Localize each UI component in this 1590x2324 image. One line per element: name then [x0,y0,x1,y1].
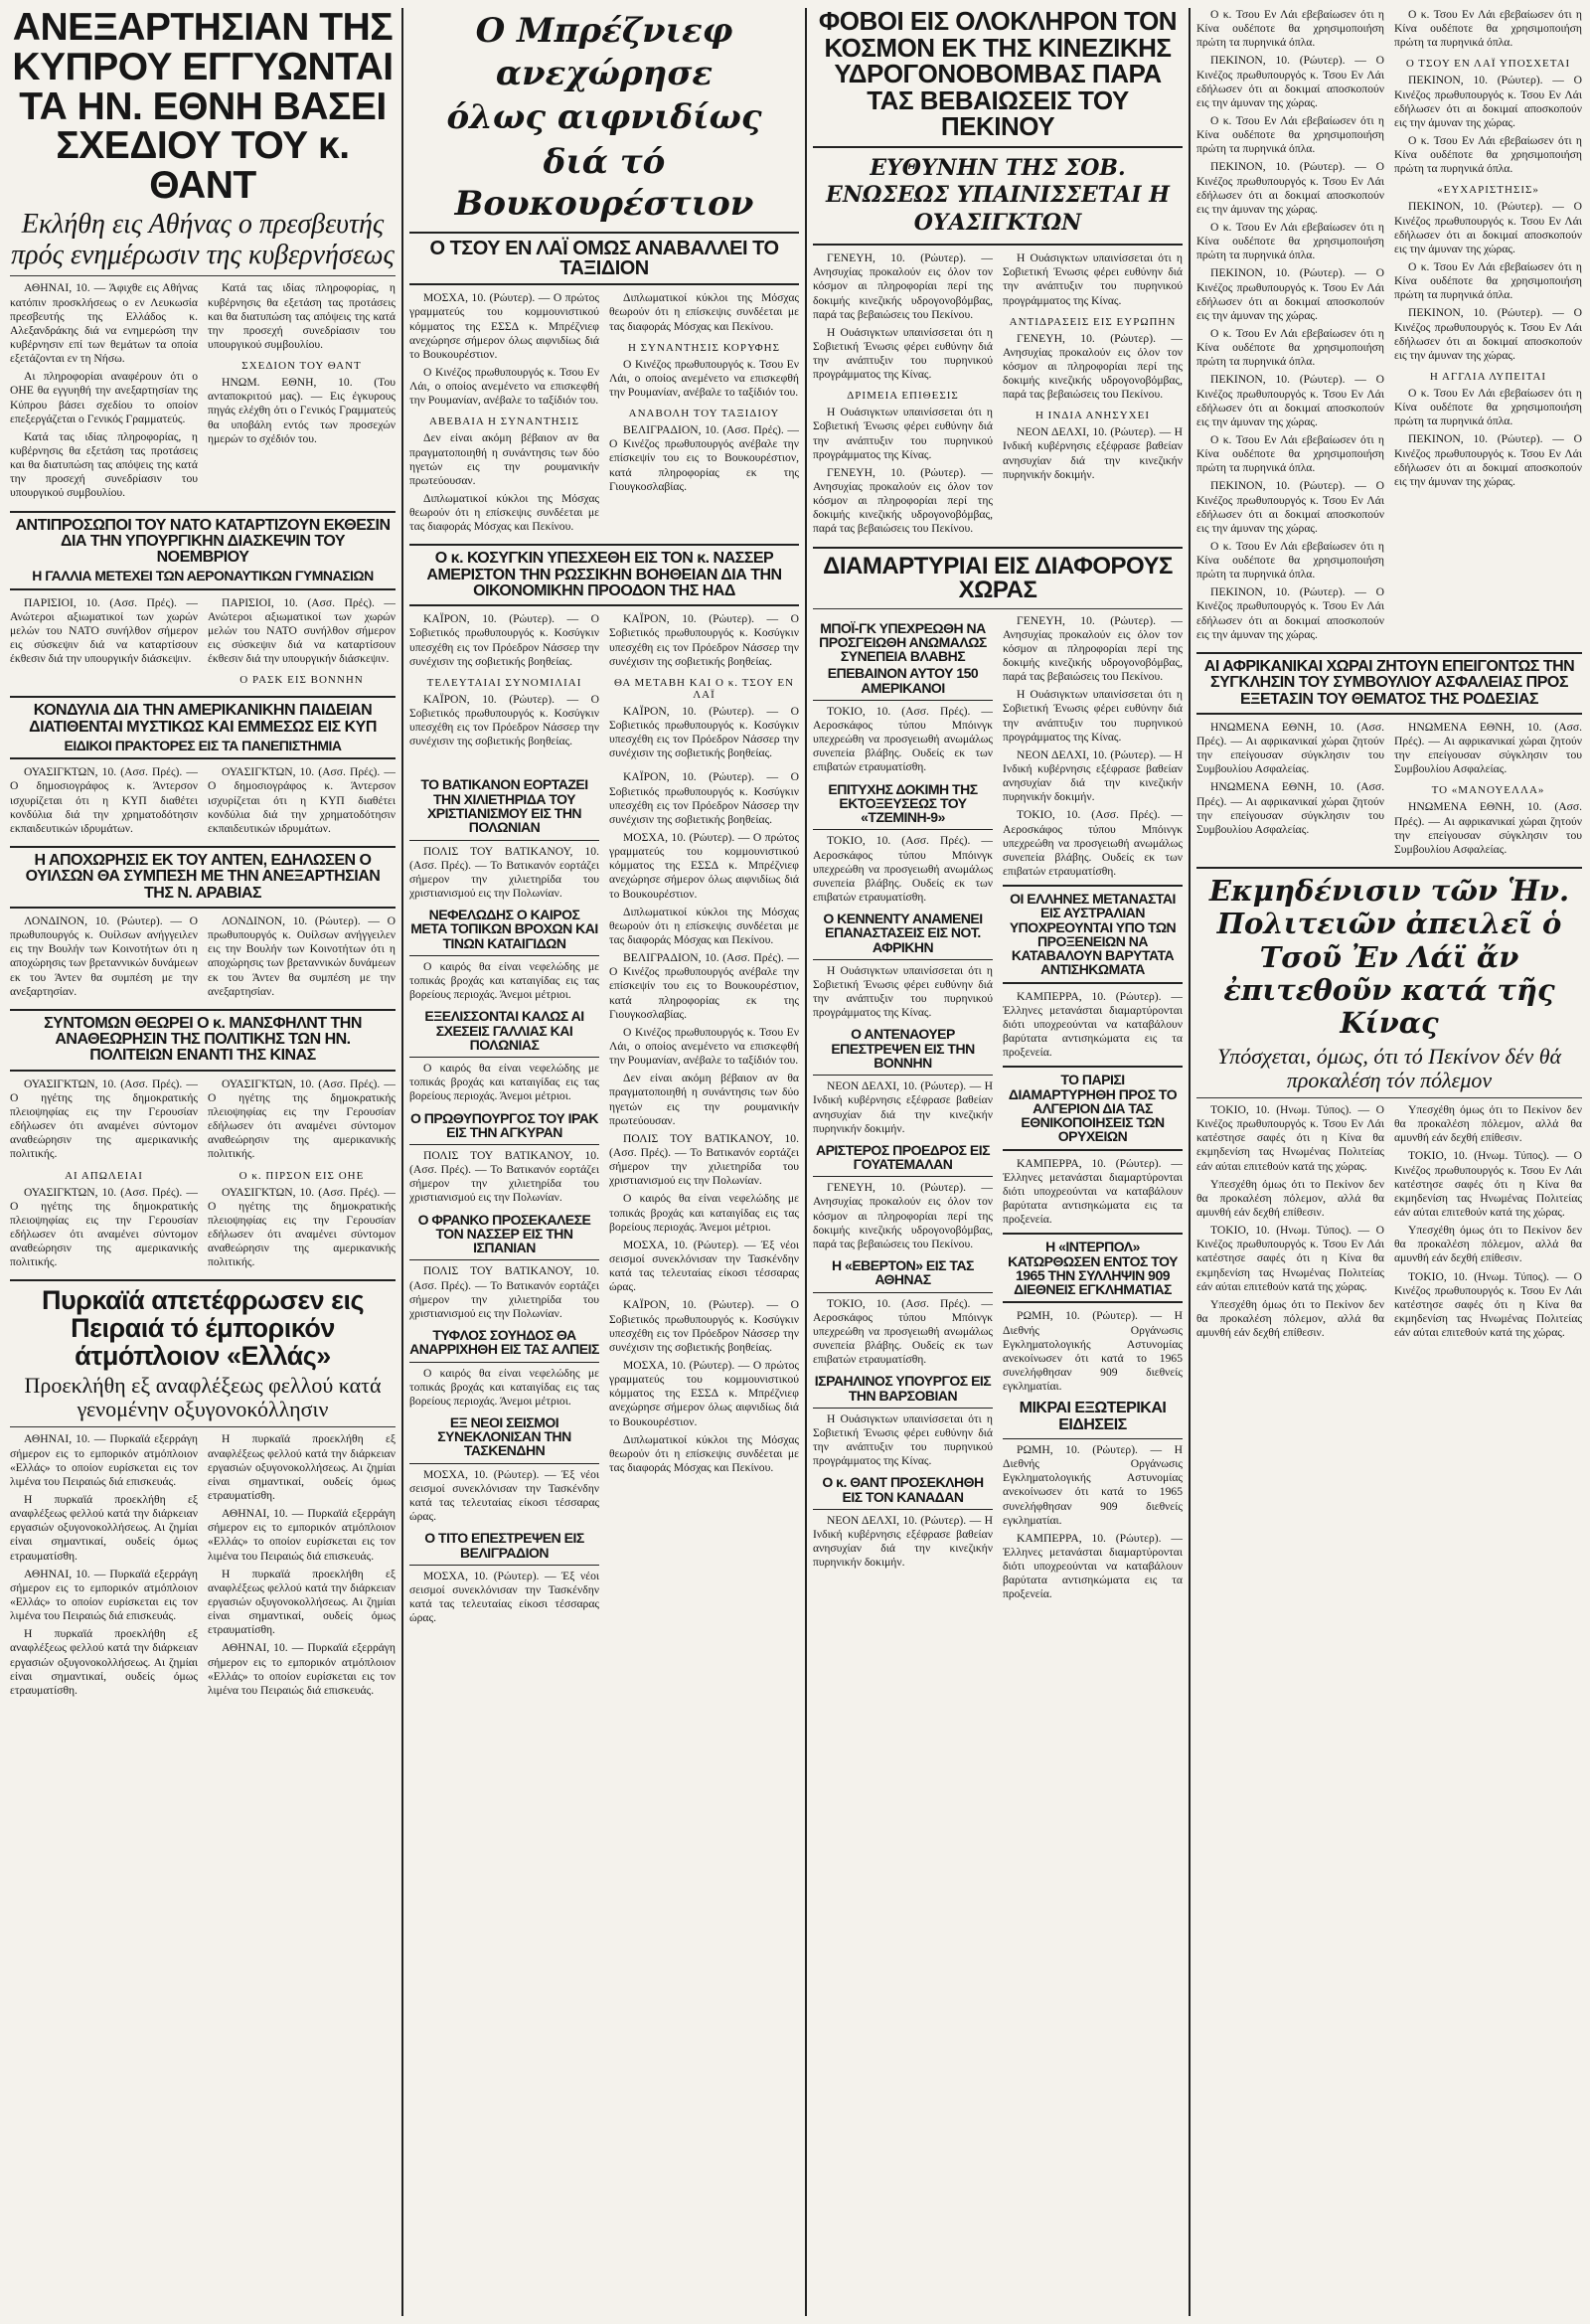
paragraph: Η Ουάσιγκτων υπαινίσσεται ότι η Σοβιετική Ένωσις φέρει ευθύνην διά την ανάπτυξιν του πυρηνικού προγράμματος της Κίνας. [813,406,993,461]
section-title: ΑΙ ΑΠΩΛΕΙΑΙ [65,1169,143,1182]
column-rule [401,8,403,2316]
paragraph: ΑΘΗΝΑΙ, 10. — Πυρκαϊά εξερράγη σήμερον εις το εμπορικόν ατμόπλοιον «Ελλάς» το οποίον ευρίσκεται εις τον λιμένα του Πειραιώς διά επισκευάς. [10,1567,198,1623]
paragraph: ΤΟΚΙΟ, 10. (Ηνωμ. Τύπος). — Ο Κινέζος πρωθυπουργός κ. Τσου Εν Λάι κατέστησε σαφές ότι η Κίνα θα εκμηδενίση τας Ηνωμένας Πολιτείας εάν αύται επιτεθούν κατά της χώρας. [1196,1103,1384,1173]
paragraph: ΡΩΜΗ, 10. (Ρώυτερ). — Η Διεθνής Οργάνωσις Εγκληματολογικής Αστυνομίας ανεκοίνωσεν ότι κατά το 1965 συνελήφθησαν 909 διεθνείς εγκληματίαι. [1003,1442,1183,1527]
paragraph: Η πυρκαϊά προεκλήθη εξ αναφλέξεως φελλού κατά την διάρκειαν εργασιών οξυγονοκολλήσεως. Αι ζημίαι είναι σημαντικαί, ουδείς όμως ετραυματίσθη. [10,1627,198,1697]
paragraph: ΗΝΩΜ. ΕΘΝΗ, 10. (Του ανταποκριτού μας). — Εις έγκυρους πηγάς ελέχθη ότι ο Γενικός Γραμματεύς θα υποβάλη εντός των προσεχών ημερών το σχέδιόν του. [208,376,396,445]
paragraph: Ο κ. Τσου Εν Λάι εβεβαίωσεν ότι η Κίνα ουδέποτε θα χρησιμοποιήση πρώτη τα πυρηνικά όπλα. [1196,113,1384,156]
subheadline-boeing: ΕΠΕΒΑΙΝΟΝ ΑΥΤΟΥ 150 ΑΜΕΡΙΚΑΝΟΙ [827,665,979,696]
paragraph: ΠΕΚΙΝΟΝ, 10. (Ρώυτερ). — Ο Κινέζος πρωθυπουργός κ. Τσου Εν Λάι εδήλωσεν ότι αι δοκιμαί αποσκοπούν εις την άμυναν της χώρας. [1394,74,1582,129]
paragraph: ΗΝΩΜΕΝΑ ΕΘΝΗ, 10. (Ασσ. Πρές). — Αι αφρικανικαί χώραι ζητούν την επείγουσαν σύγκλησιν του Συμβουλίου Ασφαλείας. [1394,800,1582,856]
section-title: ΑΝΤΙΔΡΑΣΕΙΣ ΕΙΣ ΕΥΡΩΠΗΝ [1009,315,1177,328]
paragraph: ΠΟΛΙΣ ΤΟΥ ΒΑΤΙΚΑΝΟΥ, 10. (Ασσ. Πρές). — Το Βατικανόν εορτάζει σήμερον την χιλιετηρίδα του χριστιανισμού εις την Πολωνίαν. [409,1149,599,1205]
headline-boeing: ΜΠΟΪ-ΓΚ ΥΠΕΧΡΕΩΘΗ ΝΑ ΠΡΟΣΓΕΙΩΘΗ ΑΝΩΜΑΛΩΣ ΣΥΝΕΠΕΙΑ ΒΛΑΒΗΣ [819,619,987,665]
headline-guatemala: ΑΡΙΣΤΕΡΟΣ ΠΡΟΕΔΡΟΣ ΕΙΣ ΓΟΥΑΤΕΜΑΛΑΝ [815,1141,991,1173]
article-cyprus [10,281,396,504]
paragraph: ΚΑΪΡΟΝ, 10. (Ρώυτερ). — Ο Σοβιετικός πρωθυπουργός κ. Κοσύγκιν υπεσχέθη εις τον Πρόεδρον Νάσσερ την συνέχισιν της σοβιετικής βοηθείας. [609,1298,799,1354]
brief [409,1325,599,1363]
paragraph: ΗΝΩΜΕΝΑ ΕΘΝΗ, 10. (Ασσ. Πρές). — Αι αφρικανικαί χώραι ζητούν την επείγουσαν σύγκλησιν του Συμβουλίου Ασφαλείας. [1196,780,1384,836]
brief [1003,885,1183,984]
paragraph: Η πυρκαϊά προεκλήθη εξ αναφλέξεως φελλού κατά την διάρκειαν εργασιών οξυγονοκολλήσεως. Αι ζημίαι είναι σημαντικαί, ουδείς όμως ετραυματίσθη. [208,1432,396,1502]
subheadline-cia: ΕΙΔΙΚΟΙ ΠΡΑΚΤΟΡΕΣ ΕΙΣ ΤΑ ΠΑΝΕΠΙΣΤΗΜΙΑ [64,738,342,754]
subheadline-box [409,232,799,286]
paragraph: ΜΟΣΧΑ, 10. (Ρώυτερ). — Έξ νέοι σεισμοί συνεκλόνισαν την Τασκένδην κατά τας τελευταίας είκοσι τέσσαρας ώρας. [609,1238,799,1294]
paragraph: ΚΑΪΡΟΝ, 10. (Ρώυτερ). — Ο Σοβιετικός πρωθυπουργός κ. Κοσύγκιν υπεσχέθη εις τον Πρόεδρον Νάσσερ την συνέχισιν της σοβιετικής βοηθείας. [409,692,599,748]
paragraph: ΒΕΛΙΓΡΑΔΙΟΝ, 10. (Ασσ. Πρές). — Ο Κινέζος πρωθυπουργός ανέβαλε την επίσκεψίν του εις το Βουκουρέστιον, κατά πληροφορίας εκ της Γιουγκοσλαβίας. [609,423,799,493]
article-body [10,914,396,1003]
paragraph: ΑΘΗΝΑΙ, 10. — Πυρκαϊά εξερράγη σήμερον εις το εμπορικόν ατμόπλοιον «Ελλάς» το οποίον ευρίσκεται εις τον λιμένα του Πειραιώς διά επισκευάς. [208,1507,396,1563]
paragraph: Ο καιρός θα είναι νεφελώδης με τοπικάς βροχάς και καταιγίδας εις τας βορείους περιοχάς. Άνεμοι μέτριοι. [409,1062,599,1103]
headline-iraq: Ο ΠΡΩΘΥΠΟΥΡΓΟΣ ΤΟΥ ΙΡΑΚ ΕΙΣ ΤΗΝ ΑΓΚΥΡΑΝ [409,1109,599,1140]
divider [10,1279,396,1281]
paragraph: ΠΕΚΙΝΟΝ, 10. (Ρώυτερ). — Ο Κινέζος πρωθυπουργός κ. Τσου Εν Λάι εδήλωσεν ότι αι δοκιμαί αποσκοπούν εις την άμυναν της χώρας. [1196,266,1384,322]
subheadline-hbomb: ΕΥΘΥΝΗΝ ΤΗΣ ΣΟΒ. ΕΝΩΣΕΩΣ ΥΠΑΙΝΙΣΣΕΤΑΙ Η ΟΥΑΣΙΓΚΤΩΝ [826,154,1170,236]
divider [10,275,396,276]
paragraph: Ο κ. Τσου Εν Λάι εβεβαίωσεν ότι η Κίνα ουδέποτε θα χρησιμοποιήση πρώτη τα πυρηνικά όπλα. [1196,8,1384,50]
paragraph: ΑΘΗΝΑΙ, 10. — Πυρκαϊά εξερράγη σήμερον εις το εμπορικόν ατμόπλοιον «Ελλάς» το οποίον ευρίσκεται εις τον λιμένα του Πειραιώς διά επισκευάς. [208,1641,396,1697]
paragraph: ΝΕΟΝ ΔΕΛΧΙ, 10. (Ρώυτερ). — Η Ινδική κυβέρνησις εξέφρασε βαθείαν ανησυχίαν διά την κινεζικήν πυρηνικήν δοκιμήν. [813,1513,993,1570]
paragraph: Ο κ. Τσου Εν Λάι εβεβαίωσεν ότι η Κίνα ουδέποτε θα χρησιμοποιήση πρώτη τα πυρηνικά όπλα. [1196,220,1384,262]
paragraph: ΛΟΝΔΙΝΟΝ, 10. (Ρώυτερ). — Ο πρωθυπουργός κ. Ουίλσων ανήγγειλεν εις την Βουλήν των Κοινοτήτων ότι η αποχώρησις των βρεταννικών δυνάμεων εκ του Άντεν θα συμπέση με την ανεξαρτησίαν. [10,913,198,998]
article-body [409,612,799,764]
paragraph: ΚΑΜΠΕΡΡΑ, 10. (Ρώυτερ). — Έλληνες μετανάσται διαμαρτύρονται διότι υποχρεούνται να καταβάλουν βαρύτατα αντισηκώματα εις τα προξενεία. [1003,989,1183,1060]
headline-fire: Πυρκαϊά απετέφρωσεν εις Πειραιά τό έμπορικόν άτμόπλοιον «Ελλάς» [41,1285,365,1371]
headline-kosygin: Ο κ. ΚΟΣΥΓΚΙΝ ΥΠΕΣΧΕΘΗ ΕΙΣ ΤΟΝ κ. ΝΑΣΣΕΡ ΑΜΕΡΙΣΤΟΝ ΤΗΝ ΡΩΣΣΙΚΗΝ ΒΟΗΘΕΙΑΝ ΔΙΑ ΤΗΝ ΟΙΚΟΝΟΜΙΚΗΝ ΠΡΟΟΔΟΝ ΤΗΣ ΗΑΔ [426,550,782,600]
brief [813,1140,993,1178]
headline-swede: ΤΥΦΛΟΣ ΣΟΥΗΔΟΣ ΘΑ ΑΝΑΡΡΙΧΗΘΗ ΕΙΣ ΤΑΣ ΑΛΠΕΙΣ [409,1326,599,1358]
section-title: Ο ΤΣΟΥ ΕΝ ΛΑΪ ΥΠΟΣΧΕΤΑΙ [1405,58,1571,71]
headline-france-poland: ΕΞΕΛΙΣΣΟΝΤΑΙ ΚΑΛΩΣ ΑΙ ΣΧΕΣΕΙΣ ΓΑΛΛΙΑΣ ΚΑΙ ΠΟΛΩΝΙΑΣ [424,1008,584,1053]
headline-cyprus: ΑΝΕΞΑΡΤΗΣΙΑΝ ΤΗΣ ΚΥΠΡΟΥ ΕΓΓΥΩΝΤΑΙ ΤΑ ΗΝ. ΕΘΝΗ ΒΑΣΕΙ ΣΧΕΔΙΟΥ ΤΟΥ κ. ΘΑΝΤ [12,8,394,208]
headline-gemini: ΕΠΙΤΥΧΗΣ ΔΟΚΙΜΗ ΤΗΣ ΕΚΤΟΞΕΥΣΕΩΣ ΤΟΥ «ΤΖΕΜΙΝΗ-9» [828,780,978,826]
paragraph: Διπλωματικοί κύκλοι της Μόσχας θεωρούν ότι η επίσκεψις συνδέεται με τας διαφοράς Μόσχας και Πεκίνου. [609,905,799,946]
headline-zhou-threat: Εκμηδένισιν τῶν Ἡν. Πολιτειῶν ἀπειλεῖ ὁ Τσοῦ Ἐν Λάϊ ἄν ἐπιτεθοῦν κατά τῆς Κίνας [1208,873,1570,1041]
paragraph: ΟΥΑΣΙΓΚΤΩΝ, 10. (Ασσ. Πρές). — Ο ηγέτης της δημοκρατικής πλειοψηφίας εις την Γερουσίαν εδήλωσεν ότι αναμένει σύντομον αναθεώρησιν της αμερικανικής πολιτικής. [208,1077,396,1161]
article-body [10,1432,396,1702]
headline-brezhnev-a: Ο Μπρέζνιεφ ανεχώρησε [475,11,733,93]
paragraph: Η Ουάσιγκτων υπαινίσσεται ότι η Σοβιετική Ένωσις φέρει ευθύνην διά την ανάπτυξιν του πυρηνικού προγράμματος της Κίνας. [813,963,993,1020]
article-body [10,765,396,840]
paragraph: ΝΕΟΝ ΔΕΛΧΙ, 10. (Ρώυτερ). — Η Ινδική κυβέρνησις εξέφρασε βαθείαν ανησυχίαν διά την κινεζικήν πυρηνικήν δοκιμήν. [813,1079,993,1135]
headline-weather: ΝΕΦΕΛΩΔΗΣ Ο ΚΑΙΡΟΣ ΜΕΤΑ ΤΟΠΙΚΩΝ ΒΡΟΧΩΝ ΚΑΙ ΤΙΝΩΝ ΚΑΤΑΙΓΙΔΩΝ [410,907,598,951]
section-title: ΑΒΕΒΑΙΑ Η ΣΥΝΑΝΤΗΣΙΣ [428,415,580,428]
brief [813,618,993,701]
brief [409,1528,599,1566]
paragraph: ΚΑΪΡΟΝ, 10. (Ρώυτερ). — Ο Σοβιετικός πρωθυπουργός κ. Κοσύγκιν υπεσχέθη εις τον Πρόεδρον Νάσσερ την συνέχισιν της σοβιετικής βοηθείας. [409,612,599,668]
paragraph: ΟΥΑΣΙΓΚΤΩΝ, 10. (Ασσ. Πρές). — Ο ηγέτης της δημοκρατικής πλειοψηφίας εις την Γερουσίαν εδήλωσεν ότι αναμένει σύντομον αναθεώρησιν της αμερικανικής πολιτικής. [208,1185,396,1269]
section-title: Η ΑΓΓΛΙΑ ΛΥΠΕΙΤΑΙ [1429,370,1547,383]
paragraph: ΛΟΝΔΙΝΟΝ, 10. (Ρώυτερ). — Ο πρωθυπουργός κ. Ουίλσων ανήγγειλεν εις την Βουλήν των Κοινοτήτων ότι η αποχώρησις των βρεταννικών δυνάμεων εκ του Άντεν θα συμπέση με την ανεξαρτησίαν. [208,913,396,998]
brief [409,905,599,956]
column-rule [805,8,807,2316]
brief [813,1024,993,1076]
paragraph: Διπλωματικοί κύκλοι της Μόσχας θεωρούν ότι η επίσκεψις συνδέεται με τας διαφοράς Μόσχας και Πεκίνου. [409,491,599,534]
headline-tashkent: ΕΞ ΝΕΟΙ ΣΕΙΣΜΟΙ ΣΥΝΕΚΛΟΝΙΣΑΝ ΤΗΝ ΤΑΣΚΕΝΔΗΝ [437,1413,571,1459]
paragraph: Ο καιρός θα είναι νεφελώδης με τοπικάς βροχάς και καταιγίδας εις τας βορείους περιοχάς. Άνεμοι μέτριοι. [609,1192,799,1234]
paragraph: Η Ουάσιγκτων υπαινίσσεται ότι η Σοβιετική Ένωσις φέρει ευθύνην διά την ανάπτυξιν του πυρηνικού προγράμματος της Κίνας. [1003,251,1183,307]
paragraph: ΓΕΝΕΥΗ, 10. (Ρώυτερ). — Ανησυχίας προκαλούν εις όλον τον κόσμον αι πληροφορίαι περί της δοκιμής κινεζικής υδρογονοβόμβας, παρά τας βεβαιώσεις του Πεκίνου. [1003,331,1183,402]
paragraph: ΠΟΛΙΣ ΤΟΥ ΒΑΤΙΚΑΝΟΥ, 10. (Ασσ. Πρές). — Το Βατικανόν εορτάζει σήμερον την χιλιετηρίδα του χριστιανισμού εις την Πολωνίαν. [409,844,599,900]
brief [409,774,599,840]
section-title: ΤΟ «ΜΑΝΟΥΕΛΛΑ» [1431,784,1545,797]
paragraph: Υπεσχέθη όμως ότι το Πεκίνον δεν θα προκαλέση πόλεμον, αλλά θα αμυνθή εάν δεχθή επίθεσιν. [1394,1224,1582,1265]
paragraph: ΠΕΚΙΝΟΝ, 10. (Ρώυτερ). — Ο Κινέζος πρωθυπουργός κ. Τσου Εν Λάι εδήλωσεν ότι αι δοκιμαί αποσκοπούν εις την άμυναν της χώρας. [1196,54,1384,109]
paragraph: Αι πληροφορίαι αναφέρουν ότι ο ΟΗΕ θα εγγυηθή την ανεξαρτησίαν της Κύπρου βάσει σχεδίου το οποίον επεξεργάζεται ο Γενικός Γραμματεύς. [10,370,198,425]
paragraph: Δεν είναι ακόμη βέβαιον αν θα πραγματοποιηθή η συνάντησις των δύο ηγετών εις την ρουμανικήν πρωτεύουσαν. [609,1072,799,1127]
headline-interpol: Η «ΙΝΤΕΡΠΟΛ» ΚΑΤΩΡΘΩΣΕΝ ΕΝΤΟΣ ΤΟΥ 1965 ΤΗΝ ΣΥΛΛΗΨΙΝ 909 ΔΙΕΘΝΕΙΣ ΕΓΚΛΗΜΑΤΙΑΣ [1008,1239,1178,1298]
headline-cia: ΚΟΝΔΥΛΙΑ ΔΙΑ ΤΗΝ ΑΜΕΡΙΚΑΝΙΚΗΝ ΠΑΙΔΕΙΑΝ ΔΙΑΤΙΘΕΝΤΑΙ ΜΥΣΤΙΚΩΣ ΚΑΙ ΕΜΜΕΣΩΣ ΕΙΣ ΚΥΠ [29,702,377,736]
paragraph: Δεν είναι ακόμη βέβαιον αν θα πραγματοποιηθή η συνάντησις των δύο ηγετών εις την ρουμανικήν πρωτεύουσαν. [409,431,599,487]
paragraph: Ο Κινέζος πρωθυπουργός κ. Τσου Εν Λάι, ο οποίος ανεμένετο να επισκεφθή την Ρουμανίαν, ανέβαλε το ταξίδιόν του. [609,1025,799,1068]
paragraph: Διπλωματικοί κύκλοι της Μόσχας θεωρούν ότι η επίσκεψις συνδέεται με τας διαφοράς Μόσχας και Πεκίνου. [609,1432,799,1474]
article-body [1196,721,1582,861]
paragraph: Ο κ. Τσου Εν Λάι εβεβαίωσεν ότι η Κίνα ουδέποτε θα χρησιμοποιήση πρώτη τα πυρηνικά όπλα. [1394,386,1582,428]
headline-vatican: ΤΟ ΒΑΤΙΚΑΝΟΝ ΕΟΡΤΑΖΕΙ ΤΗΝ ΧΙΛΙΕΤΗΡΙΔΑ ΤΟΥ ΧΡΙΣΤΙΑΝΙΣΜΟΥ ΕΙΣ ΤΗΝ ΠΟΛΩΝΙΑΝ [420,776,588,836]
paragraph: ΠΕΚΙΝΟΝ, 10. (Ρώυτερ). — Ο Κινέζος πρωθυπουργός κ. Τσου Εν Λάι εδήλωσεν ότι αι δοκιμαί αποσκοπούν εις την άμυναν της χώρας. [1394,432,1582,488]
section-title: ΤΕΛΕΥΤΑΙΑΙ ΣΥΝΟΜΙΛΙΑΙ [426,676,582,689]
paragraph: ΚΑΪΡΟΝ, 10. (Ρώυτερ). — Ο Σοβιετικός πρωθυπουργός κ. Κοσύγκιν υπεσχέθη εις τον Πρόεδρον Νάσσερ την συνέχισιν της σοβιετικής βοηθείας. [609,770,799,826]
paragraph: ΑΘΗΝΑΙ, 10. — Άφιχθε εις Αθήνας κατόπιν προσκλήσεως ο εν Λευκωσία πρεσβευτής της Ελλάδος κ. Αλεξανδράκης διά να ενημερώση την κυβέρνησιν επί των θεμάτων τα οποία εξετάζονται εν τη Νήσω. [10,281,198,366]
headline-protests: ΔΙΑΜΑΡΤΥΡΙΑΙ ΕΙΣ ΔΙΑΦΟΡΟΥΣ ΧΩΡΑΣ [823,552,1173,604]
paragraph: ΤΟΚΙΟ, 10. (Ασσ. Πρές). — Αεροσκάφος τύπου Μπόινγκ υπεχρεώθη να προσγειωθή ανωμάλως συνεπεία βλάβης. Ουδείς εκ των επιβατών ετραυματίσθη. [813,834,993,904]
paragraph: ΚΑΪΡΟΝ, 10. (Ρώυτερ). — Ο Σοβιετικός πρωθυπουργός κ. Κοσύγκιν υπεσχέθη εις τον Πρόεδρον Νάσσερ την συνέχισιν της σοβιετικής βοηθείας. [609,612,799,668]
paragraph: ΚΑΜΠΕΡΡΑ, 10. (Ρώυτερ). — Έλληνες μετανάσται διαμαρτύρονται διότι υποχρεούνται να καταβάλουν βαρύτατα αντισηκώματα εις τα προξενεία. [1003,1531,1183,1601]
paragraph: ΤΟΚΙΟ, 10. (Ασσ. Πρές). — Αεροσκάφος τύπου Μπόινγκ υπεχρεώθη να προσγειωθή ανωμάλως συνεπεία βλάβης. Ουδείς εκ των επιβατών ετραυματίσθη. [1003,808,1183,878]
paragraph: ΓΕΝΕΥΗ, 10. (Ρώυτερ). — Ανησυχίας προκαλούν εις όλον τον κόσμον αι πληροφορίαι περί της δοκιμής κινεζικής υδρογονοβόμβας, παρά τας βεβαιώσεις του Πεκίνου. [813,465,993,536]
subheadline-box [813,146,1183,247]
headline-small-news: ΜΙΚΡΑΙ ΕΞΩΤΕΡΙΚΑΙ ΕΙΔΗΣΕΙΣ [1019,1400,1167,1433]
paragraph: Ο Κινέζος πρωθυπουργός κ. Τσου Εν Λάι, ο οποίος ανεμένετο να επισκεφθή την Ρουμανίαν, ανέβαλε το ταξίδιόν του. [609,357,799,399]
article-body [10,596,396,691]
paragraph: Ο κ. Τσου Εν Λάι εβεβαίωσεν ότι η Κίνα ουδέποτε θα χρησιμοποιήση πρώτη τα πυρηνικά όπλα. [1196,539,1384,581]
paragraph: ΠΕΚΙΝΟΝ, 10. (Ρώυτερ). — Ο Κινέζος πρωθυπουργός κ. Τσου Εν Λάι εδήλωσεν ότι αι δοκιμαί αποσκοπούν εις την άμυναν της χώρας. [1196,373,1384,428]
divider [10,1426,396,1427]
paragraph: ΠΕΚΙΝΟΝ, 10. (Ρώυτερ). — Ο Κινέζος πρωθυπουργός κ. Τσου Εν Λάι εδήλωσεν ότι αι δοκιμαί αποσκοπούν εις την άμυναν της χώρας. [1196,585,1384,641]
paragraph: ΚΑΪΡΟΝ, 10. (Ρώυτερ). — Ο Σοβιετικός πρωθυπουργός κ. Κοσύγκιν υπεσχέθη εις τον Πρόεδρον Νάσσερ την συνέχισιν της σοβιετικής βοηθείας. [609,704,799,760]
paragraph: ΤΟΚΙΟ, 10. (Ηνωμ. Τύπος). — Ο Κινέζος πρωθυπουργός κ. Τσου Εν Λάι κατέστησε σαφές ότι η Κίνα θα εκμηδενίση τας Ηνωμένας Πολιτείας εάν αύται επιτεθούν κατά της χώρας. [1394,1149,1582,1220]
column-2 [409,8,799,2316]
subheadline-zhou: Υπόσχεται, όμως, ότι τό Πεκίνον δέν θά προκαλέση τόν πόλεμον [1216,1043,1562,1092]
paragraph: ΤΟΚΙΟ, 10. (Ασσ. Πρές). — Αεροσκάφος τύπου Μπόινγκ υπεχρεώθη να προσγειωθή ανωμάλως συνεπεία βλάβης. Ουδείς εκ των επιβατών ετραυματίσθη. [813,704,993,774]
headline-algeria: ΤΟ ΠΑΡΙΣΙ ΔΙΑΜΑΡΤΥΡΗΘΗ ΠΡΟΣ ΤΟ ΑΛΓΕΡΙΟΝ ΔΙΑ ΤΑΣ ΕΘΝΙΚΟΠΟΙΗΣΕΙΣ ΤΩΝ ΟΡΥΧΕΙΩΝ [1008,1072,1178,1145]
paragraph: Υπεσχέθη όμως ότι το Πεκίνον δεν θα προκαλέση πόλεμον, αλλά θα αμυνθή εάν δεχθή επίθεσιν. [1196,1177,1384,1220]
headline-hbomb: ΦΟΒΟΙ ΕΙΣ ΟΛΟΚΛΗΡΟΝ ΤΟΝ ΚΟΣΜΟΝ ΕΚ ΤΗΣ ΚΙΝΕΖΙΚΗΣ ΥΔΡΟΓΟΝΟΒΟΜΒΑΣ ΠΑΡΑ ΤΑΣ ΒΕΒΑΙΩΣΕΙΣ ΤΟΥ ΠΕΚΙΝΟΥ [818,8,1178,142]
article-mansfield [10,1009,396,1072]
paragraph: ΗΝΩΜΕΝΑ ΕΘΝΗ, 10. (Ασσ. Πρές). — Αι αφρικανικαί χώραι ζητούν την επείγουσαν σύγκλησιν του Συμβουλίου Ασφαλείας. [1196,720,1384,776]
article-body [10,1078,396,1274]
article-kosygin [409,544,799,606]
paragraph: Η Ουάσιγκτων υπαινίσσεται ότι η Σοβιετική Ένωσις φέρει ευθύνην διά την ανάπτυξιν του πυρηνικού προγράμματος της Κίνας. [813,1411,993,1468]
paragraph: Ο κ. Τσου Εν Λάι εβεβαίωσεν ότι η Κίνα ουδέποτε θα χρησιμοποιήση πρώτη τα πυρηνικά όπλα. [1196,326,1384,369]
paragraph: Ο καιρός θα είναι νεφελώδης με τοπικάς βροχάς και καταιγίδας εις τας βορείους περιοχάς. Άνεμοι μέτριοι. [409,959,599,1002]
column-1 [10,8,396,2316]
headline-thant-canada: Ο κ. ΘΑΝΤ ΠΡΟΣΕΚΛΗΘΗ ΕΙΣ ΤΟΝ ΚΑΝΑΔΑΝ [822,1474,984,1505]
paragraph: ΗΝΩΜΕΝΑ ΕΘΝΗ, 10. (Ασσ. Πρές). — Αι αφρικανικαί χώραι ζητούν την επείγουσαν σύγκλησιν του Συμβουλίου Ασφαλείας. [1394,720,1582,776]
article-rhodesia [1196,652,1582,715]
headline-adenauer: Ο ΑΝΤΕΝΑΟΥΕΡ ΕΠΕΣΤΡΕΨΕΝ ΕΙΣ ΤΗΝ ΒΟΝΝΗΝ [831,1026,975,1071]
section-title: «ΕΥΧΑΡΙΣΤΗΣΙΣ» [1437,184,1539,197]
headline-brezhnev-b: όλως αιφνιδίως [446,97,762,137]
subheadline-brezhnev: Ο ΤΣΟΥ ΕΝ ΛΑΪ ΟΜΩΣ ΑΝΑΒΑΛΛΕΙ ΤΟ ΤΑΞΙΔΙΟΝ [429,237,779,279]
paragraph: ΓΕΝΕΥΗ, 10. (Ρώυτερ). — Ανησυχίας προκαλούν εις όλον τον κόσμον αι πληροφορίαι περί της δοκιμής κινεζικής υδρογονοβόμβας, παρά τας βεβαιώσεις του Πεκίνου. [813,251,993,321]
two-column-briefs [813,614,1183,1606]
article-body [813,251,1183,541]
paragraph: Ο κ. Τσου Εν Λάι εβεβαίωσεν ότι η Κίνα ουδέποτε θα χρησιμοποιήση πρώτη τα πυρηνικά όπλα. [1196,432,1384,475]
paragraph: Διπλωματικοί κύκλοι της Μόσχας θεωρούν ότι η επίσκεψις συνδέεται με τας διαφοράς Μόσχας και Πεκίνου. [609,291,799,333]
section-title: Ο ΡΑΣΚ ΕΙΣ ΒΟΝΝΗΝ [239,674,364,687]
article-cia [10,696,396,759]
paragraph: Ο κ. Τσου Εν Λάι εβεβαίωσεν ότι η Κίνα ουδέποτε θα χρησιμοποιήση πρώτη τα πυρηνικά όπλα. [1394,259,1582,302]
paragraph: Κατά τας ιδίας πληροφορίας, η κυβέρνησις θα εξετάση τας προτάσεις και θα διατυπώση τας απόψεις της κατά την προσεχή συνεδρίασιν του υπουργικού συμβουλίου. [208,281,396,351]
divider [1196,1097,1582,1098]
brief [1003,1398,1183,1439]
section-title: Ο κ. ΠΙΡΣΟΝ ΕΙΣ ΟΗΕ [238,1169,365,1182]
article-body [1196,1103,1582,1344]
paragraph: ΒΕΛΙΓΡΑΔΙΟΝ, 10. (Ασσ. Πρές). — Ο Κινέζος πρωθυπουργός ανέβαλε την επίσκεψίν του εις το Βουκουρέστιον, κατά πληροφορίας εκ της Γιουγκοσλαβίας. [609,951,799,1021]
brief [813,1371,993,1409]
paragraph: ΜΟΣΧΑ, 10. (Ρώυτερ). — Ο πρώτος γραμματεύς του κομμουνιστικού κόμματος της ΕΣΣΔ κ. Μπρέζνιεφ ανεχώρησε σήμερον όλως αιφνιδίως διά το Βουκουρέστιον. [409,291,599,361]
section-title: Η ΙΝΔΙΑ ΑΝΗΣΥΧΕΙ [1034,410,1151,422]
headline-brezhnev-c: διά τό Βουκουρέστιον [454,141,754,224]
paragraph: Ο Κινέζος πρωθυπουργός κ. Τσου Εν Λάι, ο οποίος ανεμένετο να επισκεφθή την Ρουμανίαν, ανέβαλε το ταξίδιόν του. [409,365,599,408]
headline-emigrants: ΟΙ ΕΛΛΗΝΕΣ ΜΕΤΑΝΑΣΤΑΙ ΕΙΣ ΑΥΣΤΡΑΛΙΑΝ ΥΠΟΧΡΕΟΥΝΤΑΙ ΥΠΟ ΤΩΝ ΠΡΟΞΕΝΕΙΩΝ ΝΑ ΚΑΤΑΒΑΛΟΥΝ ΒΑΡΥΤΑΤΑ ΑΝΤΙΣΗΚΩΜΑΤΑ [1009,891,1177,978]
column-rule [1189,8,1191,2316]
article-nato [10,511,396,590]
paragraph: ΤΟΚΙΟ, 10. (Ηνωμ. Τύπος). — Ο Κινέζος πρωθυπουργός κ. Τσου Εν Λάι κατέστησε σαφές ότι η Κίνα θα εκμηδενίση τας Ηνωμένας Πολιτείας εάν αύται επιτεθούν κατά της χώρας. [1196,1224,1384,1293]
paragraph: ΠΕΚΙΝΟΝ, 10. (Ρώυτερ). — Ο Κινέζος πρωθυπουργός κ. Τσου Εν Λάι εδήλωσεν ότι αι δοκιμαί αποσκοπούν εις την άμυναν της χώρας. [1196,479,1384,535]
brief [1003,1233,1183,1303]
headline-franco: Ο ΦΡΑΝΚΟ ΠΡΟΣΕΚΑΛΕΣΕ ΤΟΝ ΝΑΣΣΕΡ ΕΙΣ ΤΗΝ ΙΣΠΑΝΙΑΝ [417,1211,591,1256]
headline-mansfield: ΣΥΝΤΟΜΩΝ ΘΕΩΡΕΙ Ο κ. ΜΑΝΣΦΗΛΝΤ ΤΗΝ ΑΝΑΘΕΩΡΗΣΙΝ ΤΗΣ ΠΟΛΙΤΙΚΗΣ ΤΩΝ ΗΝ. ΠΟΛΙΤΕΙΩΝ ΕΝΑΝΤΙ ΤΗΣ ΚΙΝΑΣ [44,1014,362,1065]
paragraph: ΤΟΚΙΟ, 10. (Ηνωμ. Τύπος). — Ο Κινέζος πρωθυπουργός κ. Τσου Εν Λάι κατέστησε σαφές ότι η Κίνα θα εκμηδενίση τας Ηνωμένας Πολιτείας εάν αύται επιτεθούν κατά της χώρας. [1394,1269,1582,1340]
paragraph: ΠΕΚΙΝΟΝ, 10. (Ρώυτερ). — Ο Κινέζος πρωθυπουργός κ. Τσου Εν Λάι εδήλωσεν ότι αι δοκιμαί αποσκοπούν εις την άμυναν της χώρας. [1394,200,1582,255]
paragraph: ΑΘΗΝΑΙ, 10. — Πυρκαϊά εξερράγη σήμερον εις το εμπορικόν ατμόπλοιον «Ελλάς» το οποίον ευρίσκεται εις τον λιμένα του Πειραιώς διά επισκευάς. [10,1432,198,1488]
brief [1003,1066,1183,1150]
paragraph: ΜΟΣΧΑ, 10. (Ρώυτερ). — Ο πρώτος γραμματεύς του κομμουνιστικού κόμματος της ΕΣΣΔ κ. Μπρέζνιεφ ανεχώρησε σήμερον όλως αιφνιδίως διά το Βουκουρέστιον. [609,831,799,901]
column-3 [813,8,1183,2316]
headline-israel: ΙΣΡΑΗΛΙΝΟΣ ΥΠΟΥΡΓΟΣ ΕΙΣ ΤΗΝ ΒΑΡΣΟΒΙΑΝ [814,1373,992,1404]
paragraph: ΡΩΜΗ, 10. (Ρώυτερ). — Η Διεθνής Οργάνωσις Εγκληματολογικής Αστυνομίας ανεκοίνωσεν ότι κατά το 1965 συνελήφθησαν 909 διεθνείς εγκληματίαι. [1003,1309,1183,1394]
paragraph: Ο κ. Τσου Εν Λάι εβεβαίωσεν ότι η Κίνα ουδέποτε θα χρησιμοποιήση πρώτη τα πυρηνικά όπλα. [1394,8,1582,50]
article-aden [10,846,396,909]
column-4 [1196,8,1582,2316]
subheadline-cyprus: Εκλήθη εις Αθήνας ο πρεσβευτής πρός ενημέρωσιν της κυβερνήσεως [11,208,395,270]
headline-rhodesia: ΑΙ ΑΦΡΙΚΑΝΙΚΑΙ ΧΩΡΑΙ ΖΗΤΟΥΝ ΕΠΕΙΓΟΝΤΩΣ ΤΗΝ ΣΥΓΚΛΗΣΙΝ ΤΟΥ ΣΥΜΒΟΥΛΙΟΥ ΑΣΦΑΛΕΙΑΣ ΠΡΟΣ ΕΞΕΤΑΣΙΝ ΤΟΥ ΘΕΜΑΤΟΣ ΤΗΣ ΡΟΔΕΣΙΑΣ [1203,657,1575,708]
section-title: ΑΝΑΒΟΛΗ ΤΟΥ ΤΑΞΙΔΙΟΥ [628,408,780,420]
headline-aden: Η ΑΠΟΧΩΡΗΣΙΣ ΕΚ ΤΟΥ ΑΝΤΕΝ, ΕΔΗΛΩΣΕΝ Ο ΟΥΙΛΣΩΝ ΘΑ ΣΥΜΠΕΣΗ ΜΕ ΤΗΝ ΑΝΕΞΑΡΤΗΣΙΑΝ ΤΗΣ Ν. ΑΡΑΒΙΑΣ [25,852,381,902]
brief [409,1108,599,1146]
subheadline-nato: Η ΓΑΛΛΙΑ ΜΕΤΕΧΕΙ ΤΩΝ ΑΕΡΟΝΑΥΤΙΚΩΝ ΓΥΜΝΑΣΙΩΝ [32,568,374,584]
paragraph: ΠΕΚΙΝΟΝ, 10. (Ρώυτερ). — Ο Κινέζος πρωθυπουργός κ. Τσου Εν Λάι εδήλωσεν ότι αι δοκιμαί αποσκοπούν εις την άμυναν της χώρας. [1394,306,1582,362]
paragraph: ΟΥΑΣΙΓΚΤΩΝ, 10. (Ασσ. Πρές). — Ο ηγέτης της δημοκρατικής πλειοψηφίας εις την Γερουσίαν εδήλωσεν ότι αναμένει σύντομον αναθεώρησιν της αμερικανικής πολιτικής. [10,1077,198,1161]
divider [813,608,1183,609]
paragraph: ΟΥΑΣΙΓΚΤΩΝ, 10. (Ασσ. Πρές). — Ο δημοσιογράφος κ. Άντερσον ισχυρίζεται ότι η ΚΥΠ διαθέτει κονδύλια διά την χρηματοδότησιν εκπαιδευτικών ιδρυμάτων. [208,765,396,835]
article-body [1196,8,1582,646]
paragraph: ΝΕΟΝ ΔΕΛΧΙ, 10. (Ρώυτερ). — Η Ινδική κυβέρνησις εξέφρασε βαθείαν ανησυχίαν διά την κινεζικήν πυρηνικήν δοκιμήν. [1003,425,1183,481]
paragraph: ΓΕΝΕΥΗ, 10. (Ρώυτερ). — Ανησυχίας προκαλούν εις όλον τον κόσμον αι πληροφορίαι περί της δοκιμής κινεζικής υδρογονοβόμβας, παρά τας βεβαιώσεις του Πεκίνου. [813,1181,993,1250]
section-title: ΔΡΙΜΕΙΑ ΕΠΙΘΕΣΙΣ [847,390,959,403]
paragraph: ΠΟΛΙΣ ΤΟΥ ΒΑΤΙΚΑΝΟΥ, 10. (Ασσ. Πρές). — Το Βατικανόν εορτάζει σήμερον την χιλιετηρίδα του χριστιανισμού εις την Πολωνίαν. [609,1131,799,1188]
paragraph: ΠΑΡΙΣΙΟΙ, 10. (Ασσ. Πρές). — Ανώτεροι αξιωματικοί των χωρών μελών του ΝΑΤΟ συνήλθον σήμερον εις σύσκεψιν διά να καταρτίσουν έκθεσιν διά την υπουργικήν διάσκεψιν. [208,595,396,666]
brief [813,909,993,960]
paragraph: ΟΥΑΣΙΓΚΤΩΝ, 10. (Ασσ. Πρές). — Ο ηγέτης της δημοκρατικής πλειοψηφίας εις την Γερουσίαν εδήλωσεν ότι αναμένει σύντομον αναθεώρησιν της αμερικανικής πολιτικής. [10,1185,198,1269]
paragraph: ΜΟΣΧΑ, 10. (Ρώυτερ). — Έξ νέοι σεισμοί συνεκλόνισαν την Τασκένδην κατά τας τελευταίας είκοσι τέσσαρας ώρας. [409,1569,599,1625]
section-title: ΣΧΕΔΙΟΝ ΤΟΥ ΘΑΝΤ [241,360,362,373]
headline-everton: Η «ΕΒΕΡΤΟΝ» ΕΙΣ ΤΑΣ ΑΘΗΝΑΣ [832,1257,974,1288]
paragraph: ΠΟΛΙΣ ΤΟΥ ΒΑΤΙΚΑΝΟΥ, 10. (Ασσ. Πρές). — Το Βατικανόν εορτάζει σήμερον την χιλιετηρίδα του χριστιανισμού εις την Πολωνίαν. [409,1264,599,1320]
paragraph: ΠΕΚΙΝΟΝ, 10. (Ρώυτερ). — Ο Κινέζος πρωθυπουργός κ. Τσου Εν Λάι εδήλωσεν ότι αι δοκιμαί αποσκοπούν εις την άμυναν της χώρας. [1196,160,1384,216]
paragraph: ΜΟΣΧΑ, 10. (Ρώυτερ). — Έξ νέοι σεισμοί συνεκλόνισαν την Τασκένδην κατά τας τελευταίας είκοσι τέσσαρας ώρας. [409,1467,599,1524]
brief [813,779,993,831]
paragraph: ΠΑΡΙΣΙΟΙ, 10. (Ασσ. Πρές). — Ανώτεροι αξιωματικοί των χωρών μελών του ΝΑΤΟ συνήλθον σήμερον εις σύσκεψιν διά να καταρτίσουν έκθεσιν διά την υπουργικήν διάσκεψιν. [10,595,198,666]
brief [813,1255,993,1293]
brief [409,1006,599,1058]
subheadline-fire: Προεκλήθη εξ αναφλέξεως φελλού κατά γενομένην οξυγονοκόλλησιν [24,1373,382,1422]
brief [409,1412,599,1464]
paragraph: ΓΕΝΕΥΗ, 10. (Ρώυτερ). — Ανησυχίας προκαλούν εις όλον τον κόσμον αι πληροφορίαι περί της δοκιμής κινεζικής υδρογονοβόμβας, παρά τας βεβαιώσεις του Πεκίνου. [1003,613,1183,684]
section-title: Η ΣΥΝΑΝΤΗΣΙΣ ΚΟΡΥΦΗΣ [627,341,781,354]
two-column-briefs [409,770,799,1629]
paragraph: Ο κ. Τσου Εν Λάι εβεβαίωσεν ότι η Κίνα ουδέποτε θα χρησιμοποιήση πρώτη τα πυρηνικά όπλα. [1394,133,1582,176]
paragraph: Ο καιρός θα είναι νεφελώδης με τοπικάς βροχάς και καταιγίδας εις τας βορείους περιοχάς. Άνεμοι μέτριοι. [409,1366,599,1408]
headline-tito: Ο ΤΙΤΟ ΕΠΕΣΤΡΕΨΕΝ ΕΙΣ ΒΕΛΙΓΡΑΔΙΟΝ [424,1530,584,1561]
article-body [409,291,799,538]
divider [813,547,1183,549]
paragraph: ΚΑΜΠΕΡΡΑ, 10. (Ρώυτερ). — Έλληνες μετανάσται διαμαρτύρονται διότι υποχρεούνται να καταβάλουν βαρύτατα αντισηκώματα εις τα προξενεία. [1003,1156,1183,1227]
paragraph: ΤΟΚΙΟ, 10. (Ασσ. Πρές). — Αεροσκάφος τύπου Μπόινγκ υπεχρεώθη να προσγειωθή ανωμάλως συνεπεία βλάβης. Ουδείς εκ των επιβατών ετραυματίσθη. [813,1296,993,1367]
section-title: ΘΑ ΜΕΤΑΒΗ ΚΑΙ Ο κ. ΤΣΟΥ ΕΝ ΛΑΪ [613,676,795,701]
brief [813,1472,993,1510]
headline-nato: ΑΝΤΙΠΡΟΣΩΠΟΙ ΤΟΥ ΝΑΤΟ ΚΑΤΑΡΤΙΖΟΥΝ ΕΚΘΕΣΙΝ ΔΙΑ ΤΗΝ ΥΠΟΥΡΓΙΚΗΝ ΔΙΑΣΚΕΨΙΝ ΤΟΥ ΝΟΕΜΒΡΙΟΥ [15,516,391,567]
divider [1196,867,1582,869]
paragraph: Η Ουάσιγκτων υπαινίσσεται ότι η Σοβιετική Ένωσις φέρει ευθύνην διά την ανάπτυξιν του πυρηνικού προγράμματος της Κίνας. [1003,688,1183,744]
paragraph: Η Ουάσιγκτων υπαινίσσεται ότι η Σοβιετική Ένωσις φέρει ευθύνην διά την ανάπτυξιν του πυρηνικού προγράμματος της Κίνας. [813,325,993,382]
headline-kennedy: Ο ΚΕΝΝΕΝΤΥ ΑΝΑΜΕΝΕΙ ΕΠΑΝΑΣΤΑΣΕΙΣ ΕΙΣ ΝΟΤ. ΑΦΡΙΚΗΝ [823,911,983,955]
paragraph: Η πυρκαϊά προεκλήθη εξ αναφλέξεως φελλού κατά την διάρκειαν εργασιών οξυγονοκολλήσεως. Αι ζημίαι είναι σημαντικαί, ουδείς όμως ετραυματίσθη. [208,1567,396,1637]
paragraph: Η πυρκαϊά προεκλήθη εξ αναφλέξεως φελλού κατά την διάρκειαν εργασιών οξυγονοκολλήσεως. Αι ζημίαι είναι σημαντικαί, ουδείς όμως ετραυματίσθη. [10,1492,198,1563]
paragraph: ΜΟΣΧΑ, 10. (Ρώυτερ). — Ο πρώτος γραμματεύς του κομμουνιστικού κόμματος της ΕΣΣΔ κ. Μπρέζνιεφ ανεχώρησε σήμερον όλως αιφνιδίως διά το Βουκουρέστιον. [609,1358,799,1428]
paragraph: Κατά τας ιδίας πληροφορίας, η κυβέρνησις θα εξετάση τας προτάσεις και θα διατυπώση τας απόψεις της κατά την προσεχή συνεδρίασιν του υπουργικού συμβουλίου. [10,429,198,500]
brief [409,1210,599,1261]
paragraph: Υπεσχέθη όμως ότι το Πεκίνον δεν θα προκαλέση πόλεμον, αλλά θα αμυνθή εάν δεχθή επίθεσιν. [1394,1103,1582,1145]
paragraph: ΝΕΟΝ ΔΕΛΧΙ, 10. (Ρώυτερ). — Η Ινδική κυβέρνησις εξέφρασε βαθείαν ανησυχίαν διά την κινεζικήν πυρηνικήν δοκιμήν. [1003,747,1183,804]
paragraph: Υπεσχέθη όμως ότι το Πεκίνον δεν θα προκαλέση πόλεμον, αλλά θα αμυνθή εάν δεχθή επίθεσιν. [1196,1297,1384,1340]
paragraph: ΟΥΑΣΙΓΚΤΩΝ, 10. (Ασσ. Πρές). — Ο δημοσιογράφος κ. Άντερσον ισχυρίζεται ότι η ΚΥΠ διαθέτει κονδύλια διά την χρηματοδότησιν εκπαιδευτικών ιδρυμάτων. [10,765,198,835]
